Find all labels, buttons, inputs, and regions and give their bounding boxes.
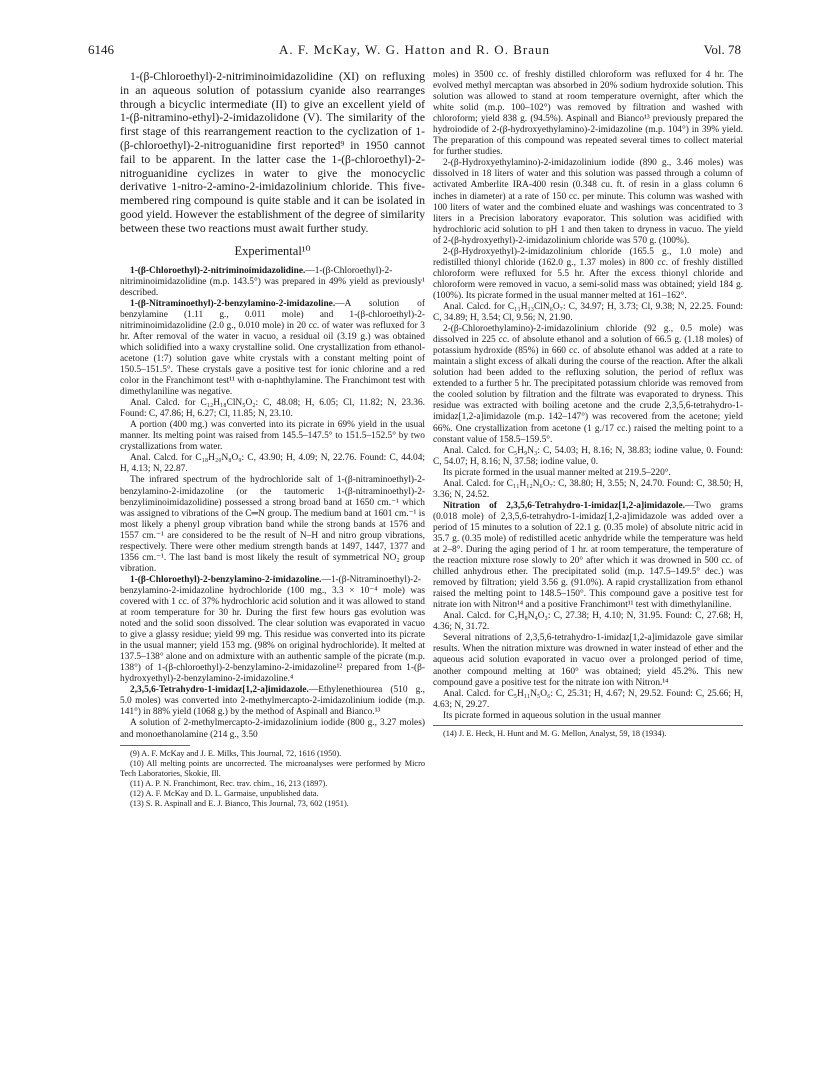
analysis-paragraph: Anal. Calcd. for C₅H₈N₄O₃: C, 27.38; H, 4.10; N, 31.95. Found: C, 27.68; H, 4.36; N, 31.72. <box>433 611 743 633</box>
footnote: (14) J. E. Heck, H. Hunt and M. G. Mellon, Analyst, 59, 18 (1934). <box>443 728 667 738</box>
footnote: (12) A. F. McKay and D. L. Garmaise, unpublished data. <box>130 788 319 798</box>
right-column <box>433 70 743 739</box>
running-title: A. F. McKay, W. G. Hatton and R. O. Braun <box>279 42 550 57</box>
footnote: (10) All melting points are uncorrected. The microanalyses were performed by Micro Tech Laboratories, Skokie, Ill. <box>120 758 425 778</box>
paragraph-body: —1-(β-Nitraminoethyl)-2-benzylamino-2-imidazoline hydrochloride (100 mg., 3.3 × 10⁻⁴ mole) was covered with 1 cc. of 37% hydrochloric acid solution and it was allowed to stand at room temperature for 30 hr. During the first few hours gas evolution was noted and the solid soon dissolved. The clear solution was evaporated in vacuo to give a glassy residue; yield 99 mg. This residue was converted into its picrate in the usual manner; yield 153 mg. (98% on original hydrochloride). It melted at 137.5–138° alone and on admixture with an authentic sample of the picrate (m.p. 138°) of 1-(β-chloroethyl)-2-benzylamino-2-imidazoline¹² prepared from 1-(β-hydroxyethyl)-2-benzylamino-2-imidazoline.⁴ <box>120 574 425 685</box>
infrared-paragraph: The infrared spectrum of the hydrochloride salt of 1-(β-nitraminoethyl)-2-benzylamino-2-imidazoline (or the tautomeric 1-(β-nitraminoethyl)-2-benzyliminoimidazolidine) possessed a strong broad band at 1650 cm.⁻¹ which was assigned to vibrations of the C═N group. The medium band at 1601 cm.⁻¹ is most likely a phenyl group vibration band while the strong bands at 1576 and 1557 cm.⁻¹ are considered to be the result of N–H and nitro group vibrations, respectively. There were other medium strength bands at 1497, 1447, 1377 and 1356 cm.⁻¹. The last band is most likely the result of symmetrical NO₂ group vibration. <box>120 475 425 574</box>
analysis-paragraph: Anal. Calcd. for C₁₁H₁₂N₆O₇: C, 38.80; H, 3.55; N, 24.70. Found: C, 38.50; H, 3.36; N, 24.52. <box>433 478 743 500</box>
analysis-paragraph: Anal. Calcd. for C₁₂H₁₈ClN₅O₂: C, 48.08; H, 6.05; Cl, 11.82; N, 23.36. Found: C, 47.86; H, 6.27; Cl, 11.85; N, 23.10. <box>120 398 425 420</box>
section-heading-experimental: Experimental¹⁰ <box>234 243 311 258</box>
paragraph-body: —Two grams (0.018 mole) of 2,3,5,6-tetrahydro-1-imidaz[1,2-a]imidazole was added over a period of 15 minutes to a solution of 22.1 g. (0.35 mole) of absolute nitric acid in 35.7 g. (0.35 mole) of redistilled acetic anhydride while the temperature was held at 2–8°. During the aging period of 1 hr. at room temperature, the temperature of the reaction mixture rose slowly to 20° after which it was drowned in 500 cc. of chilled anhydrous ether. The precipitated solid (m.p. 147.5–149.5° dec.) was removed by filtration; yield 3.56 g. (91.0%). A rapid crystallization from ethanol raised the melting point to 148.5–150°. This compound gave a positive test for nitrate ion with Nitron¹⁴ and a positive Franchimont¹¹ test with dimethylaniline. <box>433 500 743 611</box>
picrate-paragraph: Its picrate formed in aqueous solution in the usual manner <box>443 710 661 721</box>
paragraph-chloroethyl-benzylamino <box>120 575 425 685</box>
page-header <box>88 42 741 58</box>
run-in-heading: 1-(β-Chloroethyl)-2-nitriminoimidazolidine. <box>130 265 306 276</box>
paragraph-methylmercapto-solution: A solution of 2-methylmercapto-2-imidazolinium iodide (800 g., 3.27 moles) and monoethanolamine (214 g., 3.50 <box>120 718 425 740</box>
footnote: (9) A. F. McKay and J. E. Milks, This Journal, 72, 1616 (1950). <box>130 748 342 758</box>
paragraph-tetrahydro-imidazole <box>120 685 425 718</box>
footnote-rule <box>433 725 743 726</box>
run-in-heading: 1-(β-Chloroethyl)-2-benzylamino-2-imidazoline. <box>130 574 322 585</box>
footnote: (11) A. P. N. Franchimont, Rec. trav. chim., 16, 213 (1897). <box>130 778 328 788</box>
resin-paragraph: 2-(β-Hydroxyethylamino)-2-imidazolinium iodide (890 g., 3.46 moles) was dissolved in 18 liters of water and this solution was passed through a column of activated Amberlite IRA-400 resin (0.348 cu. ft. of resin in a glass column 6 inches in diameter) at a rate of 150 cc. per minute. This column was washed with 100 liters of water and the combined eluate and washings was concentrated to 3 liters in a Precision laboratory evaporator. This solution was acidified with hydrochloric acid solution to pH 1 and then taken to dryness in vacuo. The yield of 2-(β-hydroxyethyl)-2-imidazolinium chloride was 570 g. (100%). <box>433 158 743 246</box>
run-in-heading: 2,3,5,6-Tetrahydro-1-imidaz[1,2-a]imidazole. <box>130 685 309 696</box>
paragraph-nitraminoethyl-benzylamino <box>120 299 425 398</box>
analysis-paragraph: Anal. Calcd. for C₁₁H₁₃ClN₆O₇: C, 34.97; H, 3.73; Cl, 9.38; N, 22.25. Found: C, 34.89; H, 3.54; Cl, 9.56; N, 21.90. <box>433 301 743 324</box>
paragraph-body: —1-(β-Chloroethyl)-2-nitriminoimidazolidine (m.p. 143.5°) was prepared in 49% yield as previously¹ described. <box>120 265 425 298</box>
analysis-paragraph: Anal. Calcd. for C₅H₉N₃: C, 54.03; H, 8.16; N, 38.83; iodine value, 0. Found: C, 54.07; H, 8.16; N, 37.58; iodine value, 0. <box>433 445 743 467</box>
analysis-paragraph: Anal. Calcd. for C₅H₁₁N₅O₆: C, 25.31; H, 4.67; N, 29.52. Found: C, 25.66; H, 4.63; N, 29.27. <box>433 688 743 710</box>
intro-paragraph: 1-(β-Chloroethyl)-2-nitriminoimidazolidine (XI) on refluxing in an aqueous solution of potassium cyanide also rearranges through a bicyclic intermediate (II) to give an excellent yield of 1-(β-nitramino-ethyl)-2-imidazolidone (V). The similarity of the first stage of this rearrangement reaction to the cyclization of 1-(β-chloroethyl)-2-nitroguanidine first reported⁹ in 1950 cannot fail to be apparent. In the latter case the 1-(β-chloroethyl)-2-nitroguanidine cyclizes in water to give the monocyclic derivative 1-nitro-2-amino-2-imidazolinium chloride. This five-membered ring compound is quite stable and it can be isolated in good yield. However the establishment of the degree of similarity between these two reactions must await further study. <box>120 70 425 235</box>
paragraph-nitration <box>433 501 743 611</box>
several-nitrations-paragraph: Several nitrations of 2,3,5,6-tetrahydro-1-imidaz[1,2-a]imidazole gave similar results. When the nitration mixture was drowned in water instead of ether and the aqueous acid solution evaporated in vacuo over a prolonged period of time, another compound melting at 160° was obtained; yield 45.2%. This new compound gave a positive test for the nitrate ion with Nitron.¹⁴ <box>433 633 743 688</box>
paragraph-body: —A solution of benzylamine (1.11 g., 0.011 mole) and 1-(β-chloroethyl)-2-nitriminoimidazolidine (2.0 g., 0.010 mole) in 20 cc. of water was refluxed for 3 hr. After removal of the water in vacuo, a residual oil (3.19 g.) was obtained which solidified into a waxy crystalline solid. One crystallization from ethanol-acetone (1:7) solution gave white crystals with a constant melting point of 150.5–151.5°. These crystals gave a positive test for ionic chlorine and a red color in the Franchimont test¹¹ with α-naphthylamine. The Franchimont test with dimethylaniline was negative. <box>120 298 425 398</box>
continued-paragraph: moles) in 3500 cc. of freshly distilled chloroform was refluxed for 4 hr. The evolved methyl mercaptan was absorbed in 20% sodium hydroxide solution. This solution was allowed to stand at room temperature overnight, after which the white solid (m.p. 100–102°) was removed by filtration and washed with chloroform; yield 838 g. (94.5%). Aspinall and Bianco¹³ previously prepared the hydroiodide of 2-(β-hydroxyethylamino)-2-imidazoline (m.p. 104°) in 39% yield. The preparation of this compound was repeated several times to collect material for further studies. <box>433 70 743 158</box>
picrate-paragraph: A portion (400 mg.) was converted into its picrate in 69% yield in the usual manner. Its melting point was raised from 145.5–147.5° to 151.5–152.5° by two crystallizations from water. <box>120 420 425 453</box>
page-number: 6146 <box>88 42 114 57</box>
footnote-rule <box>120 745 190 746</box>
picrate-paragraph: Its picrate formed in the usual manner melted at 219.5–220°. <box>443 467 671 478</box>
paragraph-chloroethyl-nitrimino <box>120 266 425 299</box>
run-in-heading: Nitration of 2,3,5,6-Tetrahydro-1-imidaz[1,2-a]imidazole. <box>443 500 685 511</box>
footnote: (13) S. R. Aspinall and E. J. Bianco, This Journal, 73, 602 (1951). <box>130 798 349 808</box>
run-in-heading: 1-(β-Nitraminoethyl)-2-benzylamino-2-imidazoline. <box>130 298 336 309</box>
volume-label: Vol. 78 <box>703 42 741 57</box>
cyclization-paragraph: 2-(β-Chloroethylamino)-2-imidazolinium chloride (92 g., 0.5 mole) was dissolved in 225 cc. of absolute ethanol and a solution of 66.5 g. (1.18 moles) of potassium hydroxide (85%) in 660 cc. of absolute ethanol was added at a rate to maintain a slight excess of alkali during the course of the reaction. After the alkali solution had been added to the refluxing solution, the period of reflux was extended to a further 5 hr. The precipitated potassium chloride was removed from the cooled solution by filtration and the filtrate was evaporated to dryness. This residue was extracted with boiling acetone and the crude 2,3,5,6-tetrahydro-1-imidaz[1,2-a]imidazole (m.p. 142–147°) was recovered from the acetone; yield 66%. One crystallization from acetone (1 g./17 cc.) raised the melting point to a constant value of 158.5–159.5°. <box>433 324 743 445</box>
analysis-paragraph: Anal. Calcd. for C₁₈H₂₀N₈O₉: C, 43.90; H, 4.09; N, 22.76. Found: C, 44.04; H, 4.13; N, 22.87. <box>120 453 425 475</box>
left-column <box>120 70 425 809</box>
paragraph-body: —Ethylenethiourea (510 g., 5.0 moles) was converted into 2-methylmercapto-2-imidazolinium iodide (m.p. 141°) in 88% yield (1068 g.) by the method of Aspinall and Bianco.¹³ <box>120 685 425 718</box>
thionyl-paragraph: 2-(β-Hydroxyethyl)-2-imidazolinium chloride (165.5 g., 1.0 mole) and redistilled thionyl chloride (162.0 g., 1.37 moles) in 800 cc. of freshly distilled chloroform were refluxed for 5.5 hr. After the excess thionyl chloride and chloroform were removed in vacuo, a semi-solid mass was obtained; yield 184 g. (100%). Its picrate formed in the usual manner melted at 161–162°. <box>433 246 743 301</box>
